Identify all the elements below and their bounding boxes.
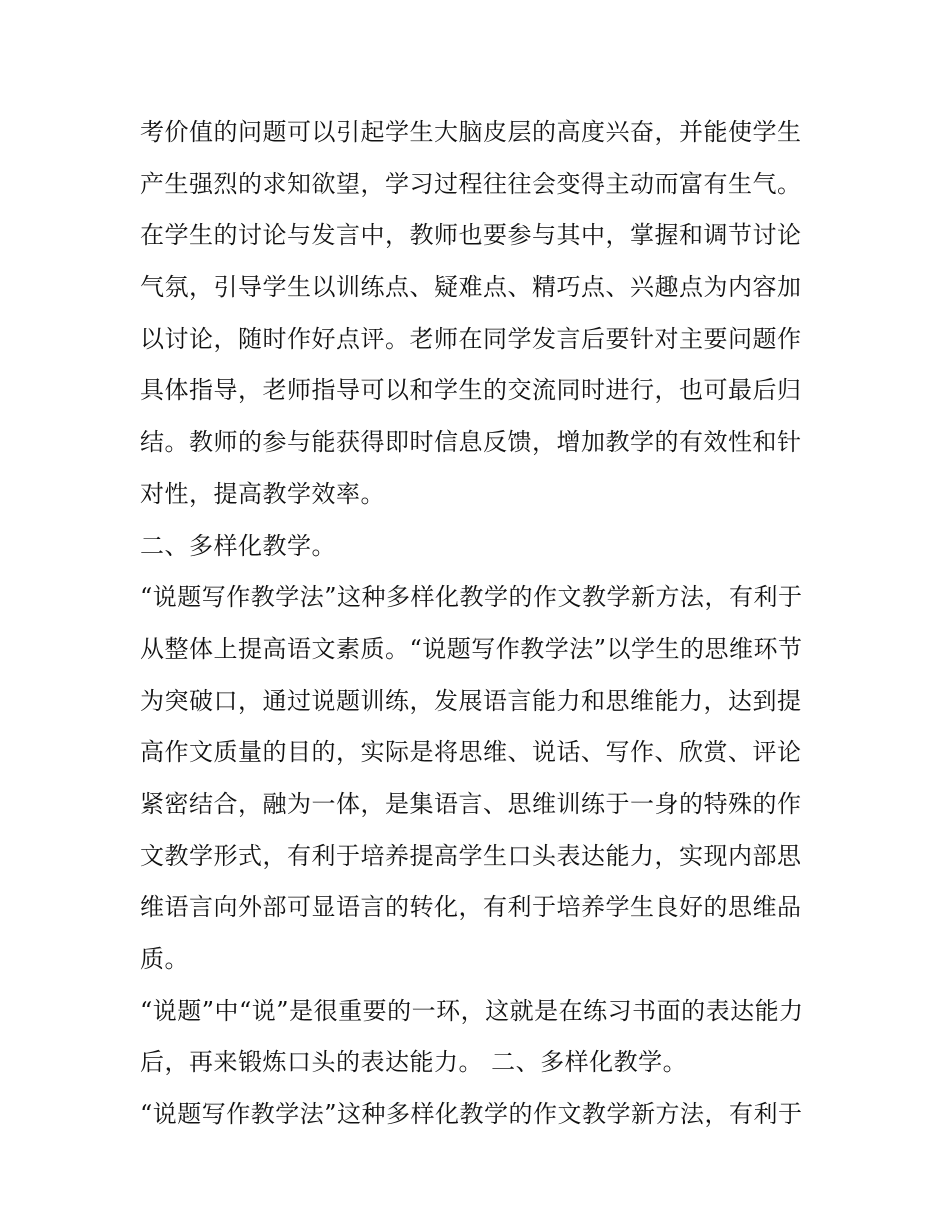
text-line: “说题写作教学法”这种多样化教学的作文教学新方法，有利于 bbox=[140, 1100, 803, 1129]
text-line: 紧密结合，融为一体，是集语言、思维训练于一身的特殊的作 bbox=[140, 789, 802, 818]
text-line: “说题”中“说”是很重要的一环，这就是在练习书面的表达能力 bbox=[140, 996, 804, 1025]
text-line: 文教学形式，有利于培养提高学生口头表达能力，实现内部思 bbox=[140, 841, 802, 870]
text-line: 结。教师的参与能获得即时信息反馈，增加教学的有效性和针 bbox=[140, 428, 802, 457]
document-body bbox=[140, 107, 820, 1141]
text-line: “说题写作教学法”这种多样化教学的作文教学新方法，有利于 bbox=[140, 583, 803, 612]
text-line: 气氛，引导学生以训练点、疑难点、精巧点、兴趣点为内容加 bbox=[140, 273, 802, 302]
text-line: 维语言向外部可显语言的转化，有利于培养学生良好的思维品 bbox=[140, 893, 802, 922]
text-line: 对性，提高教学效率。 bbox=[140, 479, 385, 508]
text-line: 以讨论，随时作好点评。老师在同学发言后要针对主要问题作 bbox=[140, 324, 802, 353]
section-heading: 二、多样化教学。 bbox=[140, 531, 336, 560]
text-line: 考价值的问题可以引起学生大脑皮层的高度兴奋，并能使学生 bbox=[140, 118, 802, 146]
text-line: 产生强烈的求知欲望，学习过程往往会变得主动而富有生气。 bbox=[140, 169, 802, 198]
text-line: 高作文质量的目的，实际是将思维、说话、写作、欣赏、评论 bbox=[140, 738, 802, 767]
text-line: 具体指导，老师指导可以和学生的交流同时进行，也可最后归 bbox=[140, 376, 802, 405]
text-line: 质。 bbox=[140, 945, 189, 973]
text-line: 为突破口，通过说题训练，发展语言能力和思维能力，达到提 bbox=[140, 686, 802, 715]
text-line: 后，再来锻炼口头的表达能力。 二、多样化教学。 bbox=[140, 1048, 688, 1077]
text-line: 从整体上提高语文素质。“说题写作教学法”以学生的思维环节 bbox=[140, 634, 803, 663]
text-line: 在学生的讨论与发言中，教师也要参与其中，掌握和调节讨论 bbox=[140, 221, 802, 250]
